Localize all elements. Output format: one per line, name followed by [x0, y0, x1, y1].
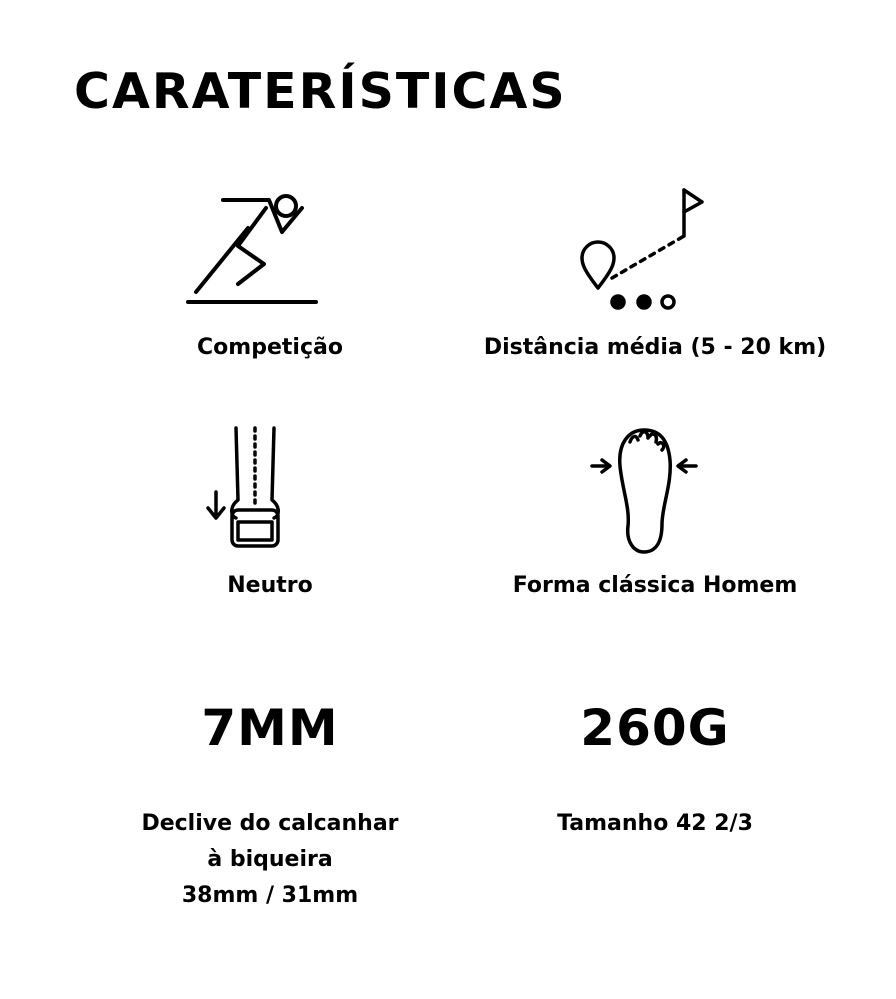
- feature-label-foot-shape: Forma clássica Homem: [512, 573, 798, 598]
- drop-description-line: à biqueira: [207, 847, 333, 872]
- weight-value: 260G: [580, 699, 730, 757]
- drop-description-line: 38mm / 31mm: [181, 883, 359, 908]
- weight-description: [470, 806, 840, 842]
- neutral-foot-strike-icon: [204, 424, 284, 556]
- feature-label-neutral: Neutro: [227, 573, 313, 598]
- drop-description-line: Declive do calcanhar: [141, 811, 399, 836]
- drop-value: 7MM: [201, 699, 339, 757]
- page-title: CARATERÍSTICAS: [74, 63, 567, 120]
- feature-label-competition: Competição: [197, 335, 343, 360]
- runner-sprint-icon: [186, 188, 318, 308]
- weight-description-line: Tamanho 42 2/3: [557, 811, 753, 836]
- distance-route-icon: [578, 184, 718, 314]
- feature-label-distance: Distância média (5 - 20 km): [483, 335, 827, 360]
- drop-description: [110, 806, 430, 914]
- foot-shape-icon: [586, 422, 702, 558]
